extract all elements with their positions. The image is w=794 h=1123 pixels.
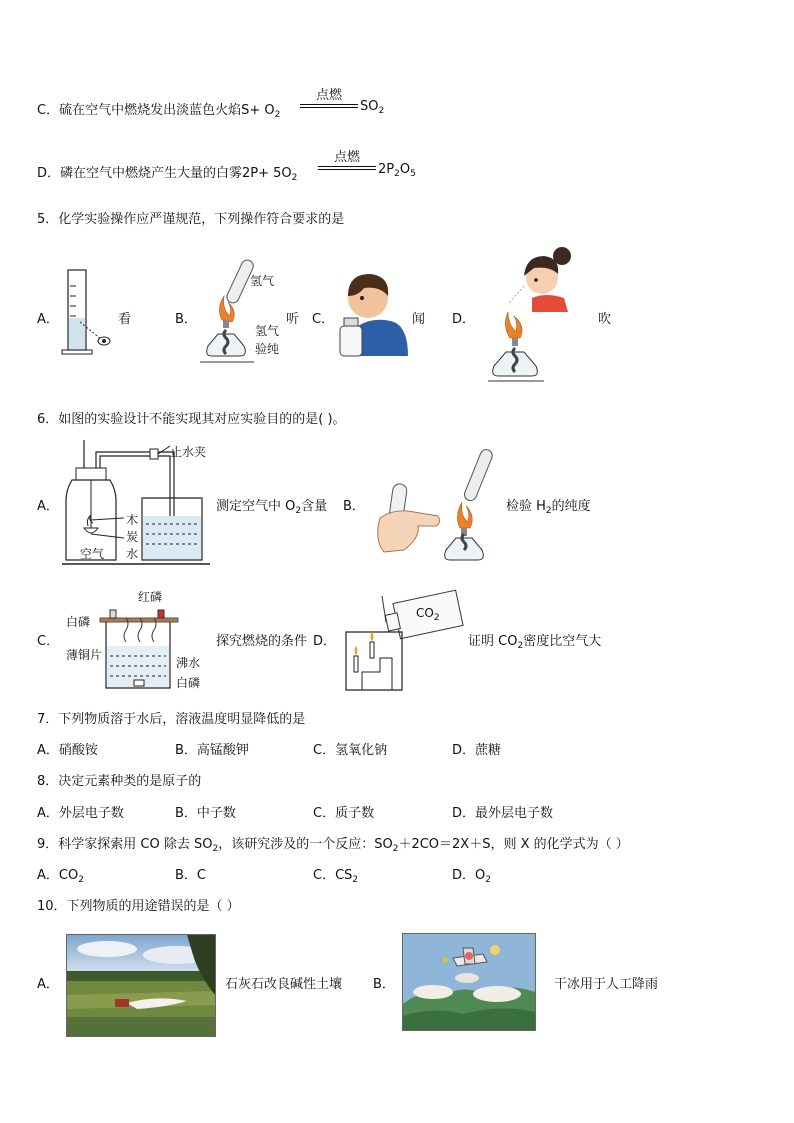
q10-stem: 10．下列物质的用途错误的是（ ）: [37, 899, 240, 914]
q6-c-label-boiling-water: 沸水: [176, 656, 201, 670]
subscript: 5: [410, 169, 416, 179]
q5-d-caption: 吹: [598, 312, 612, 327]
q5-a-caption: 看: [118, 312, 132, 327]
stem-text: 9．科学家探索用 CO 除去 SO: [37, 837, 213, 852]
q9-option-d: [452, 864, 491, 885]
q7-option-d: D．蔗糖: [452, 743, 502, 758]
q8-option-c: C．质子数: [313, 806, 375, 821]
co2-candles-figure: [340, 588, 470, 696]
stem-text: ＋2CO＝2X＋S，则 X 的化学式为（ ）: [398, 837, 629, 852]
q4-d-eq-left: 2P+ 5O: [242, 166, 292, 181]
farmland-photo-image: [67, 935, 215, 1036]
q4-c-condition: 点燃: [315, 88, 342, 103]
q6-a-caption: [216, 495, 327, 516]
subscript: 2: [78, 875, 84, 885]
q6-a-letter: A．: [37, 499, 59, 514]
q5-c-caption: 闻: [412, 312, 426, 327]
caption-text: 测定空气中 O: [216, 499, 296, 514]
caption-text: 密度比空气大: [523, 634, 602, 649]
formula: O: [399, 162, 411, 177]
subscript: 2: [517, 641, 524, 651]
q6-a-label-water: 水: [126, 547, 139, 561]
hand-test-tube-figure: [374, 446, 504, 564]
q6-c-label-red-phosphorus: 红磷: [138, 590, 163, 604]
formula: 2P: [378, 162, 395, 177]
q4-d-text: D．磷在空气中燃烧产生大量的白雾: [37, 166, 243, 181]
q6-d-caption: [468, 630, 601, 651]
q9-option-a: [37, 864, 84, 885]
q4-d-condition: 点燃: [333, 150, 360, 165]
q5-b-label-hydrogen-2: 氢气: [255, 324, 280, 338]
farmland-photo: [66, 934, 216, 1037]
hydrogen-purity-test-figure: [198, 256, 258, 372]
caption-text: 含量: [301, 499, 328, 514]
q5-b-label-hydrogen: 氢气: [250, 274, 275, 288]
q4-c-equals-sign: [300, 104, 358, 108]
subscript: 2: [433, 613, 440, 623]
q6-b-caption: [506, 495, 591, 516]
cloud-seeding-cartoon: [402, 933, 536, 1031]
q6-c-caption: 探究燃烧的条件: [216, 634, 308, 649]
q5-stem: 5．化学实验操作应严谨规范，下列操作符合要求的是: [37, 212, 345, 227]
formula: CO: [416, 606, 434, 620]
option-text: B．C: [175, 868, 206, 883]
q4-option-d: [37, 162, 297, 183]
q4-d-eq-right: [378, 162, 416, 179]
q5-d-letter: D．: [452, 312, 476, 327]
subscript: 2: [485, 875, 491, 885]
q8-option-d: D．最外层电子数: [452, 806, 554, 821]
subscript: 2: [378, 106, 385, 116]
combustion-conditions-figure: [96, 604, 180, 692]
q5-b-letter: B．: [175, 312, 197, 327]
q6-c-letter: C．: [37, 634, 60, 649]
girl-blowing-lamp-figure: [484, 242, 584, 384]
q6-a-label-wood-1: 木: [126, 513, 139, 527]
q5-b-caption: 听: [286, 312, 300, 327]
subscript: 2: [392, 844, 399, 854]
q5-c-letter: C．: [312, 312, 335, 327]
q4-option-c: [37, 99, 280, 120]
q4-c-eq-right: [360, 99, 384, 116]
subscript: 2: [212, 844, 219, 854]
subscript: 2: [394, 169, 400, 179]
q6-a-label-wood-2: 炭: [126, 530, 139, 544]
boy-smelling-figure: [334, 266, 410, 358]
q7-option-a: A．硝酸铵: [37, 743, 98, 758]
caption-text: 的纯度: [551, 499, 591, 514]
stem-text: ，该研究涉及的一个反应：SO: [218, 837, 393, 852]
q4-d-equals-sign: [318, 166, 376, 170]
q9-option-b: [175, 864, 206, 883]
q8-option-a: A．外层电子数: [37, 806, 124, 821]
subscript: 2: [352, 875, 359, 885]
cloud-seeding-cartoon-image: [403, 934, 535, 1030]
option-text: A．CO: [37, 868, 79, 883]
q7-option-c: C．氢氧化钠: [313, 743, 388, 758]
q7-stem: 7．下列物质溶于水后，溶液温度明显降低的是: [37, 712, 306, 727]
subscript: 2: [295, 506, 302, 516]
subscript: 2: [291, 173, 298, 183]
caption-text: 检验 H: [506, 499, 546, 514]
graduated-cylinder-eye-figure: [58, 266, 120, 358]
q9-stem: [37, 833, 629, 854]
q4-c-eq-left: S+ O: [241, 103, 275, 118]
q10-b-caption: 干冰用于人工降雨: [554, 977, 659, 992]
q10-b-letter: B．: [373, 977, 395, 992]
subscript: 2: [545, 506, 552, 516]
q6-a-label-air: 空气: [80, 547, 105, 561]
q6-b-letter: B．: [343, 499, 365, 514]
subscript: 2: [274, 110, 281, 120]
q6-c-label-white-phosphorus-2: 白磷: [176, 676, 201, 690]
formula: SO: [360, 99, 379, 114]
q7-option-b: B．高锰酸钾: [175, 743, 249, 758]
q4-c-text: C．硫在空气中燃烧发出淡蓝色火焰: [37, 103, 242, 118]
q8-option-b: B．中子数: [175, 806, 236, 821]
caption-text: 证明 CO: [468, 634, 518, 649]
q5-b-label-purity: 验纯: [255, 342, 280, 356]
q6-d-letter: D．: [313, 634, 337, 649]
q5-a-letter: A．: [37, 312, 59, 327]
q8-stem: 8．决定元素种类的是原子的: [37, 774, 202, 789]
option-text: C．CS: [313, 868, 353, 883]
q6-a-label-clamp: 止水夹: [170, 445, 207, 459]
q6-stem: 6．如图的实验设计不能实现其对应实验目的的是( )。: [37, 412, 346, 427]
q9-option-c: [313, 864, 358, 885]
q6-d-label-co2: [416, 606, 440, 623]
q10-a-letter: A．: [37, 977, 59, 992]
q6-c-label-white-phosphorus-1: 白磷: [66, 615, 91, 629]
q10-a-caption: 石灰石改良碱性土壤: [225, 977, 343, 992]
q6-c-label-copper-sheet: 薄铜片: [66, 648, 103, 662]
option-text: D．O: [452, 868, 486, 883]
